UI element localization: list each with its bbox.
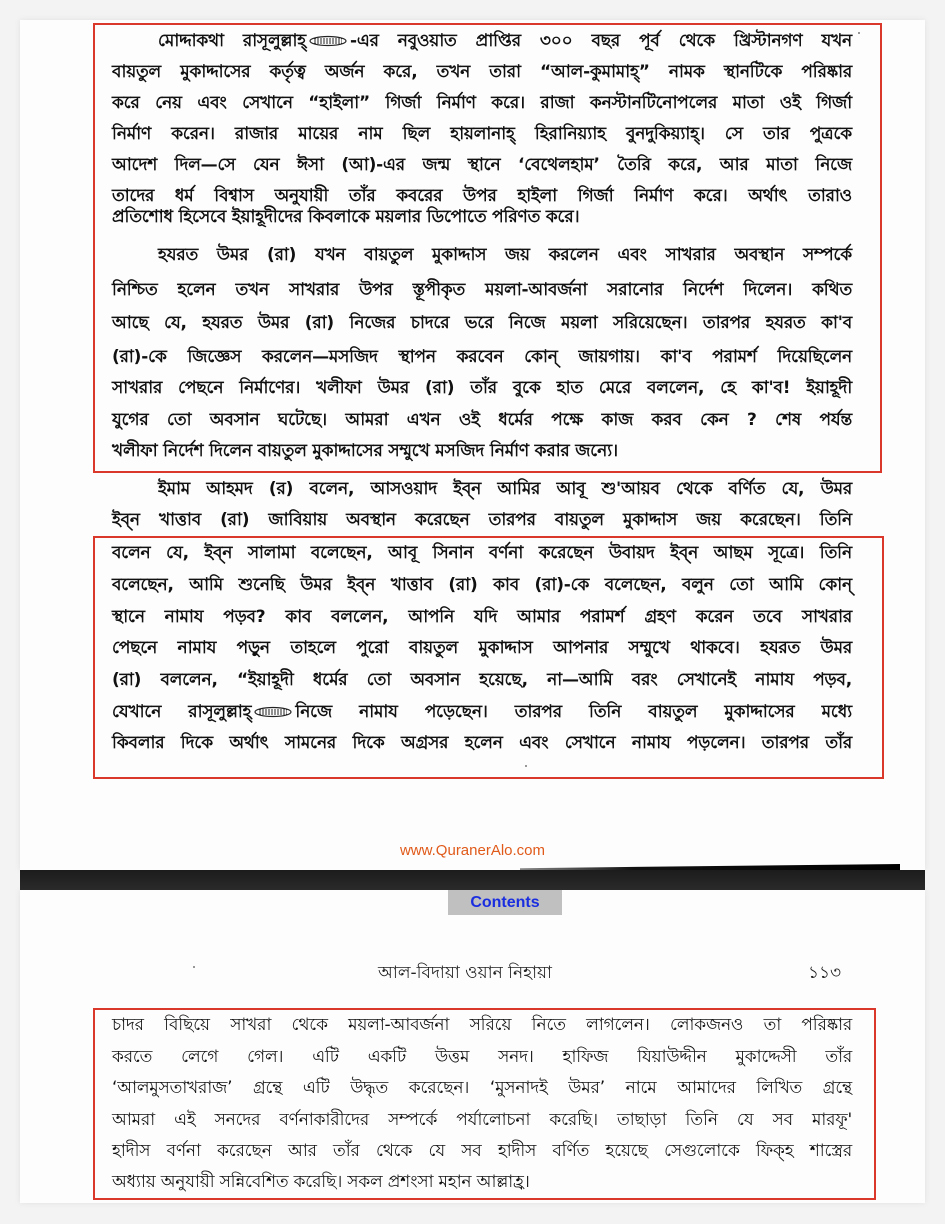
page-separator-bar xyxy=(20,870,925,890)
scan-speck xyxy=(525,765,527,767)
text-line: প্রতিশোধ হিসেবে ইয়াহূদীদের কিবলাকে ময়লার ডিপোতে পরিণত করে। xyxy=(112,207,580,227)
text-line: পেছনে নামায পড়ুন তাহলে পুরো বায়তুল মুকাদ্দাস আপনার সম্মুখে থাকবে। হযরত উমর xyxy=(112,638,852,658)
text-line: ‘আলমুসতাখরাজ’ গ্রন্থে এটি উদ্ধৃত করেছেন। ‘মুসনাদই উমর’ নামে আমাদের লিখিত গ্রন্থে xyxy=(112,1078,852,1098)
text-line: অধ্যায় অনুযায়ী সন্নিবেশিত করেছি। সকল প্রশংসা মহান আল্লাহ্র। xyxy=(112,1172,530,1192)
text-line: তাদের ধর্ম বিশ্বাস অনুযায়ী তাঁর কবরের উপর হাইলা গির্জা নির্মাণ করে। অর্থাৎ তারাও xyxy=(112,186,852,206)
text-line: (রা) বললেন, “ইয়াহূদী ধর্মের তো অবসান হয়েছে, না—আমি বরং সেখানেই নামায পড়ব, xyxy=(112,670,852,690)
page-number: ১১৩ xyxy=(808,963,842,983)
text-line: হাদীস বর্ণনা করেছেন আর তাঁর থেকে যে সব হাদীস বর্ণিত হয়েছে সেগুলোকে ফিক্হ শাস্ত্রের xyxy=(112,1141,852,1161)
scan-speck xyxy=(858,32,860,34)
text-line: (রা)-কে জিজ্ঞেস করলেন—মসজিদ স্থাপন করবেন কোন্ জায়গায়। কা'ব পরামর্শ দিয়েছিলেন xyxy=(112,347,852,367)
text-line: স্থানে নামায পড়ব? কাব বললেন, আপনি যদি আমার পরামর্শ গ্রহণ করেন তবে সাখরার xyxy=(112,607,852,627)
text-line: খলীফা নির্দেশ দিলেন বায়তুল মুকাদ্দাসের সম্মুখে মসজিদ নির্মাণ করার জন্যে। xyxy=(112,441,618,461)
text-line: হযরত উমর (রা) যখন বায়তুল মুকাদ্দাস জয় করলেন এবং সাখরার অবস্থান সম্পর্কে xyxy=(158,245,852,265)
text-line: কিবলার দিকে অর্থাৎ সামনের দিকে অগ্রসর হলেন এবং সেখানে নামায পড়লেন। তারপর তাঁর xyxy=(112,733,852,753)
text-line: ইব্ন খাত্তাব (রা) জাবিয়ায় অবস্থান করেছেন তারপর বায়তুল মুকাদ্দাস জয় করেছেন। তিনি xyxy=(112,510,852,530)
text-line: করে নেয় এবং সেখানে “হাইলা” গির্জা নির্মাণ করে। রাজা কনস্টানটিনোপলের মাতা ওই গির্জা xyxy=(112,93,852,113)
scan-speck xyxy=(193,966,195,968)
watermark-link[interactable]: www.QuranerAlo.com xyxy=(399,842,546,859)
running-head-title: আল-বিদায়া ওয়ান নিহায়া xyxy=(378,963,552,983)
text-line: সাখরার পেছনে নির্মাণের। খলীফা উমর (রা) তাঁর বুকে হাত মেরে বললেন, হে কা'ব! ইয়াহূদী xyxy=(112,378,853,398)
text-line: আদেশ দিল—সে যেন ঈসা (আ)-এর জন্ম স্থানে ‘বেথেলহাম’ তৈরি করে, আর মাতা নিজে xyxy=(112,155,852,175)
text-segment: নিজে নামায পড়েছেন। তারপর তিনি বায়তুল মুকাদ্দাসের মধ্যে xyxy=(295,702,852,722)
salawat-icon xyxy=(308,35,348,47)
text-line: আছে যে, হযরত উমর (রা) নিজের চাদরে ভরে নিজে ময়লা সরিয়েছেন। তারপর হযরত কা'ব xyxy=(112,313,852,333)
contents-button[interactable]: Contents xyxy=(448,890,562,915)
text-line: ইমাম আহমদ (র) বলেন, আসওয়াদ ইব্ন আমির আবূ শু'আয়ব থেকে বর্ণিত যে, উমর xyxy=(158,479,852,499)
text-segment: মোদ্দাকথা রাসূলুল্লাহ্ xyxy=(158,31,306,51)
text-line: করতে লেগে গেল। এটি একটি উত্তম সনদ। হাফিজ যিয়াউদ্দীন মুকাদ্দেসী তাঁর xyxy=(112,1047,852,1067)
text-line: চাদর বিছিয়ে সাখরা থেকে ময়লা-আবর্জনা সরিয়ে নিতে লাগলেন। লোকজনও তা পরিষ্কার xyxy=(112,1015,852,1035)
text-line: বলেন যে, ইব্ন সালামা বলেছেন, আবূ সিনান বর্ণনা করেছেন উবায়দ ইব্ন আছম সূত্রে। তিনি xyxy=(112,543,852,563)
text-line: নির্মাণ করেন। রাজার মায়ের নাম ছিল হায়লানাহ্ হিরানিয়্যাহ বুনদুকিয়্যাহ্। সে তার পুত্রকে xyxy=(112,124,852,144)
text-line: নিশ্চিত হলেন তখন সাখরার উপর স্তূপীকৃত ময়লা-আবর্জনা সরানোর নির্দেশ দিলেন। কথিত xyxy=(112,280,852,300)
text-line xyxy=(112,702,852,722)
text-line: বলেছেন, আমি শুনেছি উমর ইব্ন খাত্তাব (রা) কাব (রা)-কে বলেছেন, বলুন তো আমি কোন্ xyxy=(112,575,852,595)
text-line xyxy=(158,31,852,51)
text-line: আমরা এই সনদের বর্ণনাকারীদের সম্পর্কে পর্যালোচনা করেছি। তাছাড়া তিনি যে সব মারফূ' xyxy=(112,1110,852,1130)
salawat-icon xyxy=(253,706,293,718)
text-segment: যেখানে রাসূলুল্লাহ্ xyxy=(112,702,252,722)
text-line: বায়তুল মুকাদ্দাসের কর্তৃত্ব অর্জন করে, তখন তারা “আল-কুমামাহ্” নামক স্থানটিকে পরিষ্কার xyxy=(112,62,852,82)
text-line: যুগের তো অবসান ঘটেছে। আমরা এখন ওই ধর্মের পক্ষে কাজ করব কেন ? শেষ পর্যন্ত xyxy=(112,410,852,430)
text-segment: -এর নবুওয়াত প্রাপ্তির ৩০০ বছর পূর্ব থেকে খ্রিস্টানগণ যখন xyxy=(350,31,852,51)
